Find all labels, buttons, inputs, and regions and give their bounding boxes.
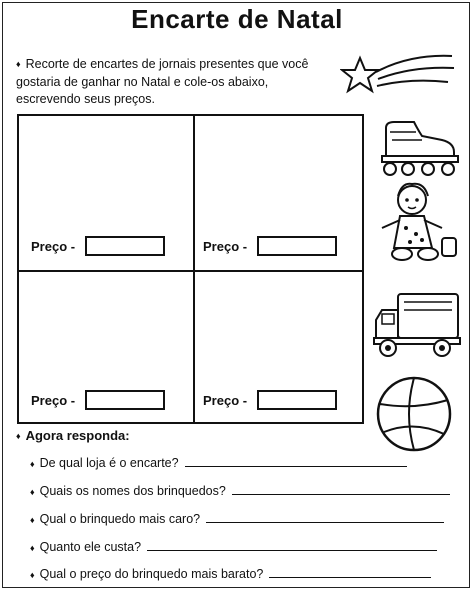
question-item xyxy=(30,540,437,554)
price-box[interactable] xyxy=(85,236,165,256)
shooting-star-icon xyxy=(340,48,460,106)
answer-line[interactable] xyxy=(147,549,437,551)
instructions-text: Recorte de encartes de jornais presentes que você gostaria de ganhar no Natal e cole-os abaixo, escrevendo seus preços. xyxy=(16,57,309,106)
doll-icon xyxy=(372,178,464,264)
question-text: Qual o preço do brinquedo mais barato? xyxy=(39,567,264,581)
answer-line[interactable] xyxy=(232,493,450,495)
bullet-icon: ♦ xyxy=(30,515,35,525)
grid-divider-horizontal xyxy=(19,270,362,272)
price-box[interactable] xyxy=(85,390,165,410)
questions-heading xyxy=(16,428,130,443)
price-row-1 xyxy=(31,236,165,256)
questions-heading-text: Agora responda: xyxy=(25,428,130,443)
price-label: Preço - xyxy=(203,392,248,408)
clipping-grid xyxy=(17,114,364,424)
price-row-3 xyxy=(31,390,165,410)
bullet-icon: ♦ xyxy=(30,543,35,553)
roller-skate-icon xyxy=(372,118,464,176)
question-item xyxy=(30,512,444,526)
grid-divider-vertical xyxy=(193,116,195,422)
question-item xyxy=(30,456,407,470)
price-row-2 xyxy=(203,236,337,256)
instructions xyxy=(16,56,336,108)
question-text: De qual loja é o encarte? xyxy=(39,456,179,470)
question-text: Quais os nomes dos brinquedos? xyxy=(39,484,226,498)
question-item xyxy=(30,484,450,498)
price-label: Preço - xyxy=(203,238,248,254)
price-box[interactable] xyxy=(257,390,337,410)
bullet-icon: ♦ xyxy=(16,59,21,69)
price-box[interactable] xyxy=(257,236,337,256)
bullet-icon: ♦ xyxy=(30,459,35,469)
bullet-icon: ♦ xyxy=(30,570,35,580)
volleyball-icon xyxy=(374,374,454,454)
price-row-4 xyxy=(203,390,337,410)
question-item xyxy=(30,567,431,581)
answer-line[interactable] xyxy=(185,465,407,467)
price-label: Preço - xyxy=(31,392,76,408)
question-text: Qual o brinquedo mais caro? xyxy=(39,512,201,526)
answer-line[interactable] xyxy=(206,521,444,523)
question-text: Quanto ele custa? xyxy=(39,540,142,554)
page-title: Encarte de Natal xyxy=(131,4,343,34)
price-label: Preço - xyxy=(31,238,76,254)
truck-icon xyxy=(372,288,464,360)
bullet-icon: ♦ xyxy=(30,487,35,497)
answer-line[interactable] xyxy=(269,576,431,578)
bullet-icon: ♦ xyxy=(16,431,21,441)
